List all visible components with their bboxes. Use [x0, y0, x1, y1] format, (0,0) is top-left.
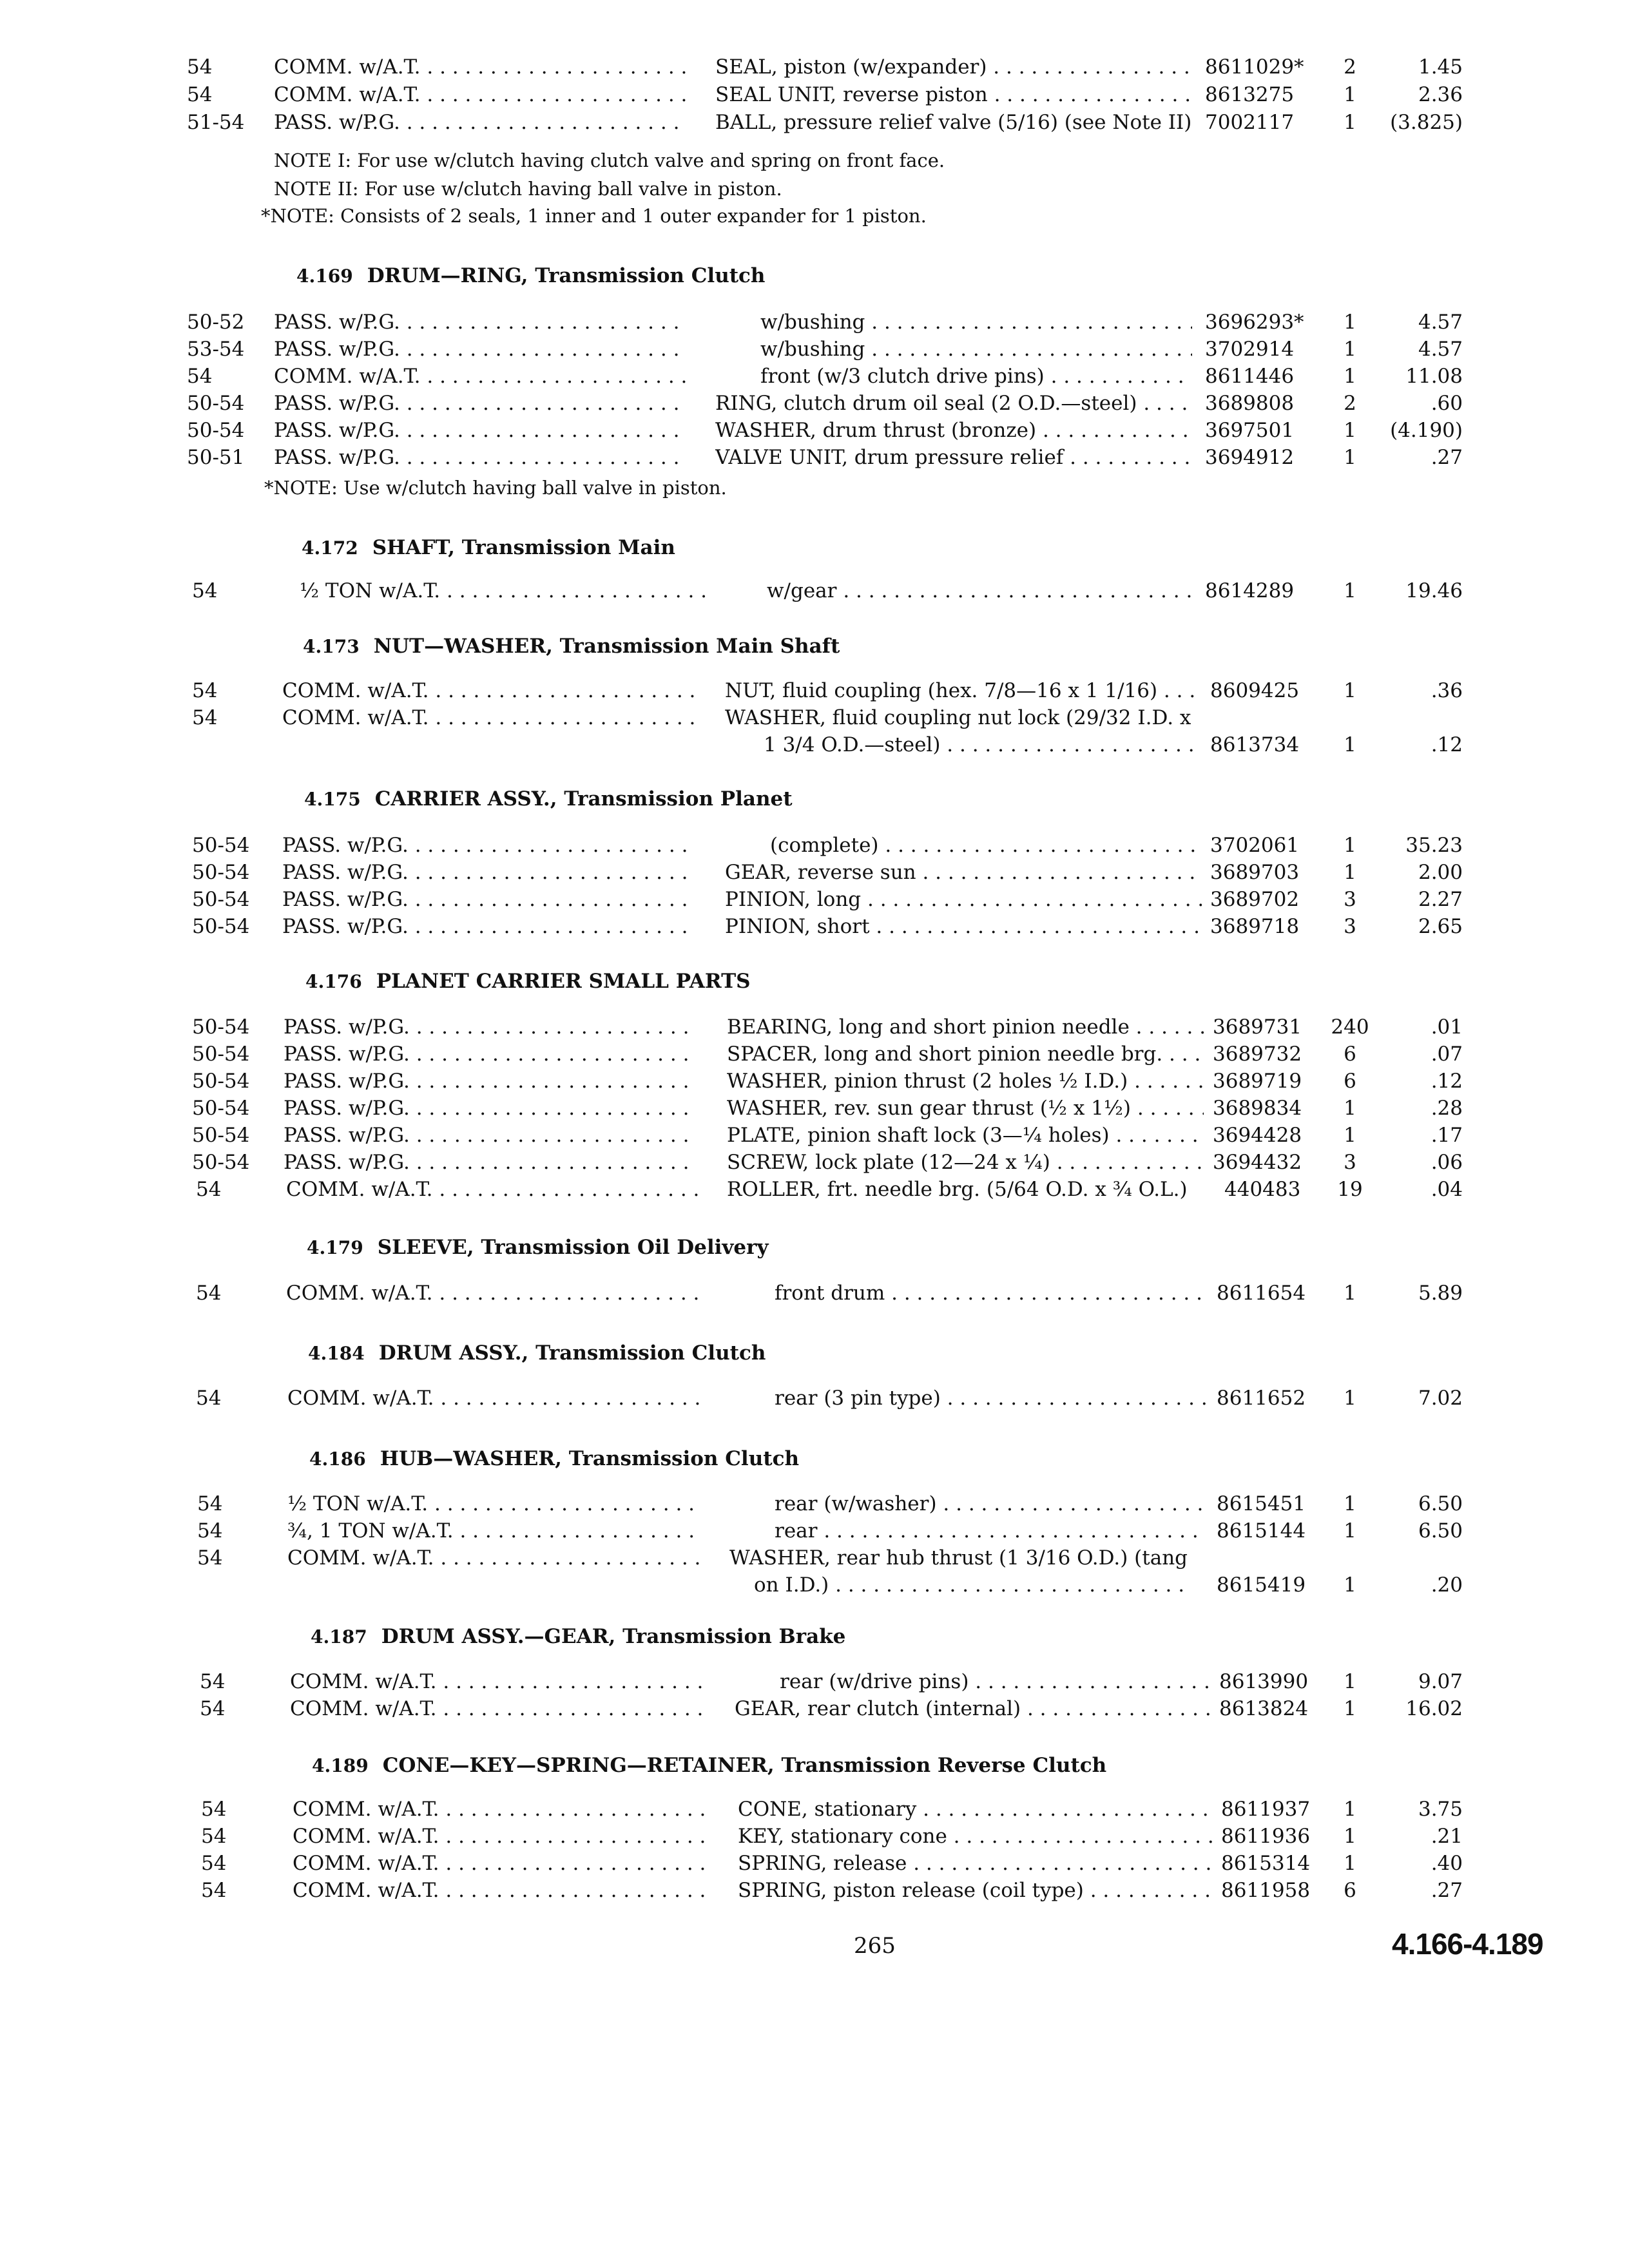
quantity-cell: 1 [1344, 111, 1356, 134]
note: *NOTE: Consists of 2 seals, 1 inner and 1 outer expander for 1 piston. [261, 205, 927, 227]
table-row [0, 1148, 1629, 1177]
price-cell: 5.89 [1418, 1282, 1463, 1305]
section-number: 4.169 [296, 265, 353, 287]
model-cell: COMM. w/A.T. . . . [293, 1795, 705, 1823]
price-cell: 35.23 [1405, 834, 1463, 857]
price-cell: 11.08 [1405, 365, 1463, 388]
model-cell: PASS. w/P.G. . . . [274, 108, 686, 137]
year-cell: 54 [192, 706, 218, 729]
quantity-cell: 1 [1344, 1519, 1356, 1542]
price-cell: 7.02 [1418, 1387, 1463, 1410]
year-cell: 54 [192, 579, 218, 602]
part-number-cell: 3689732 [1213, 1043, 1302, 1066]
price-cell: 2.36 [1418, 83, 1463, 106]
price-cell: .06 [1431, 1151, 1463, 1174]
price-cell: (4.190) [1390, 419, 1463, 442]
table-row [0, 912, 1629, 941]
model-cell: PASS. w/P.G. . . . [274, 389, 686, 418]
table-row [0, 1067, 1629, 1095]
year-cell: 50-54 [192, 888, 250, 911]
model-cell: PASS. w/P.G. . . . [274, 416, 686, 445]
section-title: NUT—WASHER, [373, 635, 553, 658]
price-cell: 2.65 [1418, 915, 1463, 938]
model-cell: COMM. w/A.T. . . . [286, 1279, 699, 1307]
part-number-cell: 8614289 [1205, 579, 1295, 602]
price-cell: 19.46 [1405, 579, 1463, 602]
price-cell: 4.57 [1418, 338, 1463, 361]
price-cell: .40 [1431, 1852, 1463, 1875]
table-row [0, 1490, 1629, 1518]
quantity-cell: 1 [1344, 311, 1356, 334]
table-row [0, 1876, 1629, 1905]
part-number-cell: 8611936 [1221, 1825, 1311, 1848]
section-heading [312, 1754, 1106, 1777]
quantity-cell: 1 [1344, 579, 1356, 602]
table-row [0, 1094, 1629, 1122]
section-title: DRUM ASSY., [378, 1341, 529, 1365]
quantity-cell: 3 [1344, 888, 1356, 911]
year-cell: 50-54 [192, 915, 250, 938]
quantity-cell: 2 [1344, 55, 1356, 79]
model-cell: COMM. w/A.T. . . . [274, 362, 686, 390]
price-cell: 1.45 [1418, 55, 1463, 79]
quantity-cell: 1 [1344, 1492, 1356, 1515]
part-number-cell: 3702061 [1210, 834, 1300, 857]
description-cell: PINION, short . . . [725, 912, 1202, 941]
section-number: 4.179 [307, 1237, 363, 1258]
part-number-cell: 8611446 [1205, 365, 1295, 388]
year-cell: 50-54 [187, 419, 245, 442]
part-number-cell: 8613990 [1219, 1670, 1309, 1693]
description-cell: (complete) . . . [725, 831, 1202, 860]
section-title: SHAFT, [372, 536, 455, 559]
part-number-cell: 8615451 [1217, 1492, 1306, 1515]
table-row [0, 858, 1629, 887]
description-cell: RING, clutch drum oil seal (2 O.D.—steel) . . . [715, 389, 1192, 418]
model-cell: COMM. w/A.T. . . . [293, 1822, 705, 1850]
part-number-cell: 8615314 [1221, 1852, 1311, 1875]
quantity-cell: 1 [1344, 679, 1356, 702]
section-subtitle: Transmission Clutch [535, 1341, 766, 1365]
table-row [0, 1849, 1629, 1878]
year-cell: 50-54 [192, 1070, 250, 1093]
description-cell: SEAL, piston (w/expander) . . . [715, 53, 1192, 81]
description-cell: PLATE, pinion shaft lock (3—¼ holes) . . . [727, 1121, 1204, 1149]
model-cell: PASS. w/P.G. . . . [284, 1094, 696, 1122]
price-cell: 9.07 [1418, 1670, 1463, 1693]
quantity-cell: 1 [1344, 446, 1356, 469]
section-number: 4.175 [304, 789, 361, 810]
quantity-cell: 1 [1344, 1697, 1356, 1720]
table-row [0, 1795, 1629, 1823]
description-cell: w/bushing . . . [715, 335, 1192, 363]
year-cell: 54 [187, 55, 213, 79]
year-cell: 54 [192, 679, 218, 702]
table-row [0, 577, 1629, 605]
section-heading [308, 1341, 766, 1365]
part-number-cell: 8611652 [1217, 1387, 1306, 1410]
model-cell: COMM. w/A.T. . . . [282, 704, 695, 732]
section-heading [309, 1447, 799, 1470]
section-subtitle: Transmission Brake [622, 1625, 846, 1648]
quantity-cell: 6 [1344, 1043, 1356, 1066]
table-row [0, 731, 1629, 759]
part-number-cell: 3689719 [1213, 1070, 1302, 1093]
model-cell: COMM. w/A.T. . . . [287, 1544, 700, 1572]
part-number-cell: 3689702 [1210, 888, 1300, 911]
model-cell: PASS. w/P.G. . . . [274, 308, 686, 336]
section-number: 4.187 [311, 1626, 367, 1648]
description-cell: WASHER, rear hub thrust (1 3/16 O.D.) (tang [729, 1546, 1188, 1570]
price-cell: .21 [1431, 1825, 1463, 1848]
price-cell: 2.00 [1418, 861, 1463, 884]
table-row [0, 1822, 1629, 1850]
part-number-cell: 8611654 [1217, 1282, 1306, 1305]
table-row [0, 1571, 1629, 1599]
year-cell: 50-54 [192, 1015, 250, 1039]
quantity-cell: 1 [1344, 1798, 1356, 1821]
table-row [0, 389, 1629, 418]
section-title: DRUM—RING, [367, 264, 528, 287]
description-cell: front (w/3 clutch drive pins) . . . [715, 362, 1192, 390]
price-cell: 2.27 [1418, 888, 1463, 911]
part-number-cell: 8611958 [1221, 1879, 1311, 1902]
section-heading [311, 1625, 845, 1648]
description-cell: on I.D.) . . . [715, 1571, 1192, 1599]
section-number: 4.186 [309, 1448, 366, 1470]
year-cell: 54 [197, 1492, 223, 1515]
description-cell: SCREW, lock plate (12—24 x ¼) . . . [727, 1148, 1204, 1177]
part-number-cell: 8615144 [1217, 1519, 1306, 1542]
description-cell: rear (3 pin type) . . . [729, 1384, 1206, 1412]
year-cell: 50-52 [187, 311, 245, 334]
description-cell: WASHER, drum thrust (bronze) . . . [715, 416, 1192, 445]
quantity-cell: 1 [1344, 365, 1356, 388]
table-row [0, 1175, 1629, 1204]
model-cell: ½ TON w/A.T. . . . [287, 1490, 700, 1518]
description-cell: VALVE UNIT, drum pressure relief . . . [715, 443, 1192, 472]
year-cell: 54 [196, 1178, 222, 1201]
note: NOTE I: For use w/clutch having clutch valve and spring on front face. [274, 149, 945, 171]
year-cell: 54 [187, 365, 213, 388]
description-cell: WASHER, fluid coupling nut lock (29/32 I.D. x [725, 706, 1191, 729]
quantity-cell: 1 [1344, 834, 1356, 857]
description-cell: w/gear . . . [722, 577, 1199, 605]
quantity-cell: 2 [1344, 392, 1356, 415]
year-cell: 50-54 [192, 1043, 250, 1066]
part-number-cell: 3689703 [1210, 861, 1300, 884]
price-cell: 16.02 [1405, 1697, 1463, 1720]
part-number-cell: 8615419 [1217, 1573, 1306, 1597]
year-cell: 50-54 [192, 1097, 250, 1120]
note: *NOTE: Use w/clutch having ball valve in piston. [264, 477, 727, 499]
quantity-cell: 3 [1344, 1151, 1356, 1174]
part-number-cell: 8609425 [1210, 679, 1300, 702]
model-cell: PASS. w/P.G. . . . [282, 912, 695, 941]
part-number-cell: 3694432 [1213, 1151, 1302, 1174]
section-number: 4.189 [312, 1755, 369, 1776]
year-cell: 50-54 [187, 392, 245, 415]
model-cell: PASS. w/P.G. . . . [282, 831, 695, 860]
part-number-cell: 3696293* [1205, 311, 1304, 334]
table-row [0, 1121, 1629, 1149]
model-cell: PASS. w/P.G. . . . [284, 1013, 696, 1041]
description-cell: CONE, stationary . . . [738, 1795, 1215, 1823]
model-cell: COMM. w/A.T. . . . [290, 1667, 702, 1696]
year-cell: 54 [200, 1697, 226, 1720]
model-cell: COMM. w/A.T. . . . [293, 1876, 705, 1905]
model-cell: PASS. w/P.G. . . . [274, 335, 686, 363]
model-cell: COMM. w/A.T. . . . [287, 1384, 700, 1412]
quantity-cell: 1 [1344, 1387, 1356, 1410]
table-row [0, 362, 1629, 390]
model-cell: COMM. w/A.T. . . . [274, 53, 686, 81]
model-cell: ¾, 1 TON w/A.T. . . . [287, 1517, 700, 1545]
part-number-cell: 8611937 [1221, 1798, 1311, 1821]
section-number: 4.176 [305, 971, 362, 992]
year-cell: 50-51 [187, 446, 245, 469]
year-cell: 54 [201, 1798, 227, 1821]
section-heading [307, 1236, 769, 1259]
table-row [0, 831, 1629, 860]
section-subtitle: Transmission Reverse Clutch [781, 1754, 1107, 1777]
section-subtitle: Transmission Planet [564, 787, 793, 811]
section-subtitle: Transmission Clutch [568, 1447, 799, 1470]
model-cell: PASS. w/P.G. . . . [284, 1148, 696, 1177]
section-title: SLEEVE, [377, 1236, 474, 1259]
section-number: 4.184 [308, 1343, 365, 1364]
price-cell: 3.75 [1418, 1798, 1463, 1821]
price-cell: 6.50 [1418, 1492, 1463, 1515]
part-number-cell: 3702914 [1205, 338, 1295, 361]
quantity-cell: 240 [1331, 1015, 1369, 1039]
description-cell: w/bushing . . . [715, 308, 1192, 336]
model-cell: PASS. w/P.G. . . . [274, 443, 686, 472]
table-row [0, 677, 1629, 705]
price-cell: .28 [1431, 1097, 1463, 1120]
section-title: HUB—WASHER, [380, 1447, 562, 1470]
model-cell: COMM. w/A.T. . . . [274, 81, 686, 109]
price-cell: .60 [1431, 392, 1463, 415]
price-cell: .12 [1431, 1070, 1463, 1093]
description-cell: BALL, pressure relief valve (5/16) (see Note II) [715, 111, 1192, 134]
model-cell: PASS. w/P.G. . . . [282, 858, 695, 887]
page-section-range: 4.166-4.189 [1392, 1927, 1543, 1961]
model-cell: ½ TON w/A.T. . . . [300, 577, 712, 605]
year-cell: 50-54 [192, 861, 250, 884]
table-row [0, 1667, 1629, 1696]
year-cell: 50-54 [192, 834, 250, 857]
quantity-cell: 1 [1344, 733, 1356, 756]
part-number-cell: 3689834 [1213, 1097, 1302, 1120]
quantity-cell: 6 [1344, 1070, 1356, 1093]
quantity-cell: 1 [1344, 1670, 1356, 1693]
year-cell: 54 [201, 1825, 227, 1848]
description-cell: GEAR, reverse sun . . . [725, 858, 1202, 887]
price-cell: .04 [1431, 1178, 1463, 1201]
part-number-cell: 8613275 [1205, 83, 1295, 106]
table-row [0, 335, 1629, 363]
description-cell: SPRING, piston release (coil type) . . . [738, 1876, 1215, 1905]
section-subtitle: Transmission Main [461, 536, 675, 559]
description-cell: rear (w/drive pins) . . . [735, 1667, 1211, 1696]
year-cell: 54 [187, 83, 213, 106]
price-cell: (3.825) [1390, 111, 1463, 134]
section-subtitle: Transmission Clutch [535, 264, 766, 287]
year-cell: 54 [201, 1852, 227, 1875]
price-cell: .27 [1431, 446, 1463, 469]
table-row [0, 704, 1629, 732]
section-heading [305, 970, 751, 993]
section-number: 4.173 [303, 636, 360, 657]
table-row [0, 1544, 1629, 1572]
quantity-cell: 1 [1344, 1124, 1356, 1147]
table-row [0, 1517, 1629, 1545]
year-cell: 53-54 [187, 338, 245, 361]
description-cell: PINION, long . . . [725, 885, 1202, 914]
description-cell: BEARING, long and short pinion needle . . . [727, 1013, 1204, 1041]
part-number-cell: 8611029* [1205, 55, 1304, 79]
model-cell: PASS. w/P.G. . . . [284, 1067, 696, 1095]
year-cell: 54 [200, 1670, 226, 1693]
year-cell: 51-54 [187, 111, 245, 134]
description-cell: rear . . . [729, 1517, 1206, 1545]
description-cell: 1 3/4 O.D.—steel) . . . [725, 731, 1202, 759]
table-row [0, 81, 1629, 109]
table-row [0, 885, 1629, 914]
price-cell: .20 [1431, 1573, 1463, 1597]
section-heading [304, 787, 793, 811]
price-cell: .07 [1431, 1043, 1463, 1066]
quantity-cell: 1 [1344, 1282, 1356, 1305]
quantity-cell: 1 [1344, 1852, 1356, 1875]
section-title: PLANET CARRIER SMALL PARTS [376, 970, 751, 993]
description-cell: WASHER, pinion thrust (2 holes ½ I.D.) . . . [727, 1067, 1204, 1095]
description-cell: SEAL UNIT, reverse piston . . . [715, 81, 1192, 109]
section-heading [303, 635, 840, 658]
table-row [0, 1384, 1629, 1412]
page-number: 265 [854, 1933, 896, 1959]
table-row [0, 1279, 1629, 1307]
table-row [0, 1013, 1629, 1041]
table-row [0, 1040, 1629, 1068]
quantity-cell: 1 [1344, 861, 1356, 884]
table-row [0, 308, 1629, 336]
section-title: CARRIER ASSY., [374, 787, 557, 811]
year-cell: 54 [196, 1282, 222, 1305]
quantity-cell: 1 [1344, 1825, 1356, 1848]
section-title: CONE—KEY—SPRING—RETAINER, [382, 1754, 775, 1777]
year-cell: 54 [197, 1546, 223, 1570]
section-subtitle: Transmission Oil Delivery [481, 1236, 769, 1259]
quantity-cell: 3 [1344, 915, 1356, 938]
quantity-cell: 6 [1344, 1879, 1356, 1902]
model-cell: COMM. w/A.T. . . . [290, 1695, 702, 1723]
table-row [0, 108, 1629, 137]
year-cell: 50-54 [192, 1124, 250, 1147]
description-cell: GEAR, rear clutch (internal) . . . [735, 1695, 1211, 1723]
model-cell: COMM. w/A.T. . . . [293, 1849, 705, 1878]
part-number-cell: 8613734 [1210, 733, 1300, 756]
table-row [0, 53, 1629, 81]
section-subtitle: Transmission Main Shaft [559, 635, 840, 658]
section-heading [296, 264, 765, 287]
part-number-cell: 3694912 [1205, 446, 1295, 469]
price-cell: .17 [1431, 1124, 1463, 1147]
description-cell: WASHER, rev. sun gear thrust (½ x 1½) . . . [727, 1094, 1204, 1122]
model-cell: PASS. w/P.G. . . . [282, 885, 695, 914]
part-number-cell: 8613824 [1219, 1697, 1309, 1720]
price-cell: 6.50 [1418, 1519, 1463, 1542]
section-heading [302, 536, 675, 559]
table-row [0, 443, 1629, 472]
quantity-cell: 1 [1344, 1097, 1356, 1120]
section-number: 4.172 [302, 537, 358, 559]
year-cell: 54 [201, 1879, 227, 1902]
part-number-cell: 3689731 [1213, 1015, 1302, 1039]
price-cell: 4.57 [1418, 311, 1463, 334]
description-cell: NUT, fluid coupling (hex. 7/8—16 x 1 1/16) . . . [725, 677, 1202, 705]
table-row [0, 416, 1629, 445]
price-cell: .12 [1431, 733, 1463, 756]
section-title: DRUM ASSY.—GEAR, [381, 1625, 616, 1648]
description-cell: SPRING, release . . . [738, 1849, 1215, 1878]
description-cell: ROLLER, frt. needle brg. (5/64 O.D. x ¾ O.L.) [727, 1178, 1188, 1201]
part-number-cell: 7002117 [1205, 111, 1295, 134]
description-cell: KEY, stationary cone . . . [738, 1822, 1215, 1850]
model-cell: COMM. w/A.T. . . . [282, 677, 695, 705]
price-cell: .27 [1431, 1879, 1463, 1902]
quantity-cell: 1 [1344, 338, 1356, 361]
table-row [0, 1695, 1629, 1723]
note: NOTE II: For use w/clutch having ball valve in piston. [274, 178, 782, 200]
part-number-cell: 3694428 [1213, 1124, 1302, 1147]
quantity-cell: 1 [1344, 83, 1356, 106]
description-cell: rear (w/washer) . . . [729, 1490, 1206, 1518]
price-cell: .36 [1431, 679, 1463, 702]
quantity-cell: 19 [1337, 1178, 1363, 1201]
quantity-cell: 1 [1344, 419, 1356, 442]
part-number-cell: 440483 [1224, 1178, 1301, 1201]
quantity-cell: 1 [1344, 1573, 1356, 1597]
year-cell: 54 [197, 1519, 223, 1542]
part-number-cell: 3689808 [1205, 392, 1295, 415]
part-number-cell: 3689718 [1210, 915, 1300, 938]
year-cell: 54 [196, 1387, 222, 1410]
year-cell: 50-54 [192, 1151, 250, 1174]
description-cell: front drum . . . [729, 1279, 1206, 1307]
description-cell: SPACER, long and short pinion needle brg. . . . [727, 1040, 1204, 1068]
model-cell: PASS. w/P.G. . . . [284, 1040, 696, 1068]
price-cell: .01 [1431, 1015, 1463, 1039]
model-cell: PASS. w/P.G. . . . [284, 1121, 696, 1149]
part-number-cell: 3697501 [1205, 419, 1295, 442]
model-cell: COMM. w/A.T. . . . [286, 1175, 699, 1204]
